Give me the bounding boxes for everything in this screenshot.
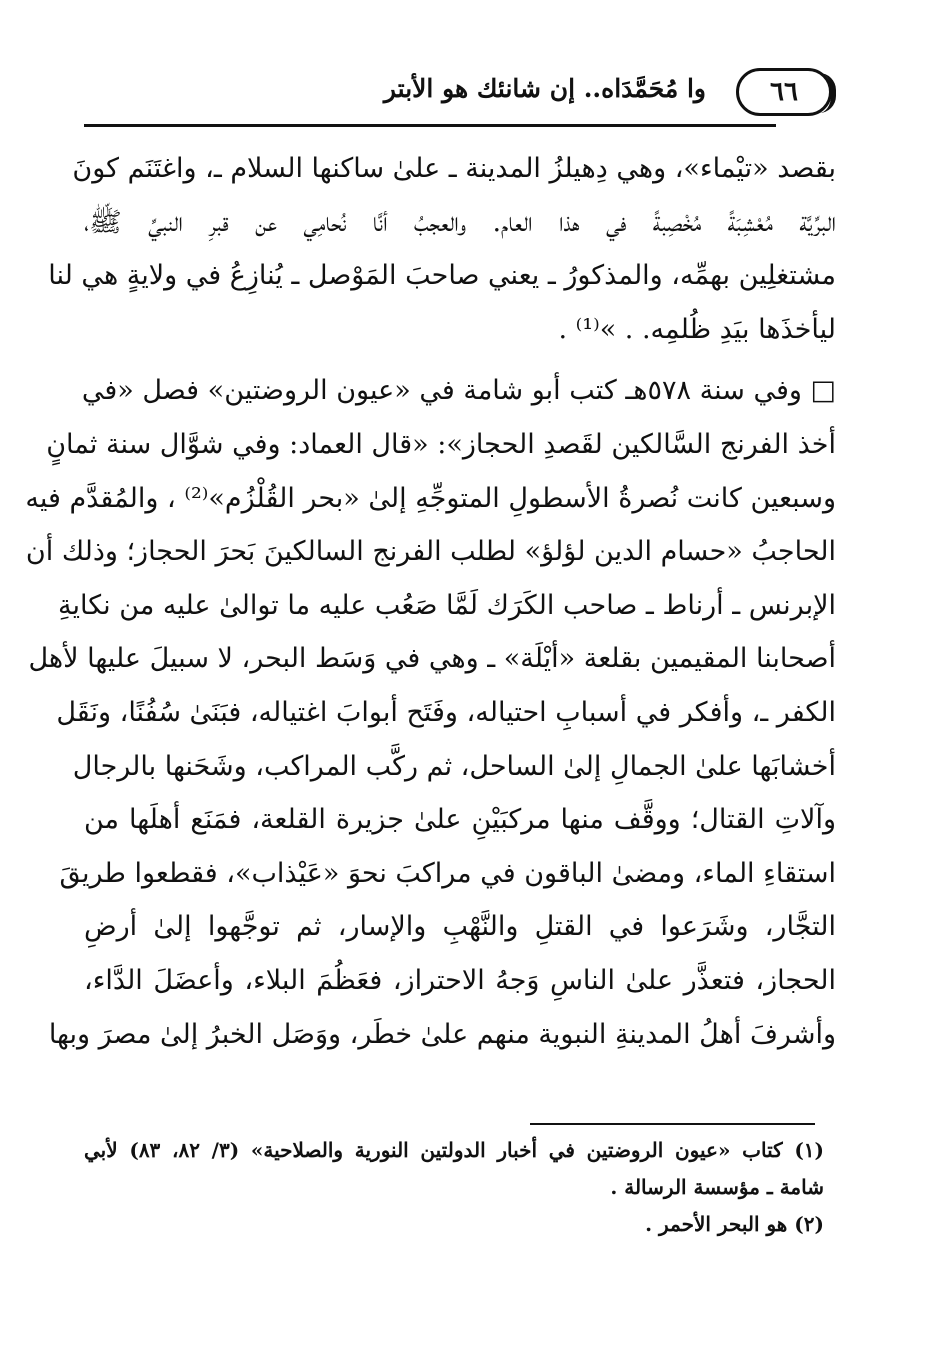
text-line: بقصد «تيْماء»، وهي دِهيلزُ المدينة ـ علىٰ ساكنها السلام ـ، واغتَنَم كونَ <box>72 153 836 184</box>
text-line: الكفر ـ، وأفكر في أسبابِ احتياله، وفَتَح أبوابَ اغتياله، فبَنَىٰ سُفُنًا، ونَقَل <box>56 696 836 728</box>
page-header <box>84 60 836 130</box>
text-line: البرِّيَّة مُعْشِبَةً مُخْصِبةً في هذا العام. والعجبُ أنَّا نُحامِي عن قبرِ النبيِّ ﷺ، <box>84 206 836 238</box>
paragraph-start-line: □ وفي سنة ٥٧٨هـ كتب أبو شامة في «عيون الروضتين» فصل «في <box>81 375 836 407</box>
footnote-divider <box>530 1123 815 1125</box>
text-line: مشتغلِين بهمِّه، والمذكورُ ـ يعني صاحبَ المَوْصل ـ يُنازِعُ في ولايةٍ هي لنا <box>48 260 836 292</box>
text-line: أصحابنا المقيمين بقلعة «أيْلَة» ـ وهي في وَسَط البحر، لا سبيلَ عليها لأهل <box>28 643 836 675</box>
text-line: ليأخذَها بيَدِ ظُلمِه. . »⁽¹⁾ . <box>558 313 836 345</box>
text-line: أخذ الفرنج السَّالكين لقَصدِ الحجاز»: «قال العماد: وفي شوَّال سنة ثمانٍ <box>46 428 836 460</box>
footnote-1: (١) كتاب «عيون الروضتين في أخبار الدولتين النورية والصلاحية» (٣/ ٨٢، ٨٣) لأبي <box>84 1138 825 1162</box>
text-line: التجَّار، وشَرَعوا في القتلِ والنَّهْبِ والإسار، ثم توجَّهوا إلىٰ أرضِ <box>84 911 836 943</box>
text-line: وسبعين كانت نُصرةُ الأسطولِ المتوجِّهِ إلىٰ «بحر القُلْزُم»⁽²⁾ ، والمُقدَّم فيه <box>25 482 836 514</box>
footnote-1-continued: شامة ـ مؤسسة الرسالة . <box>610 1175 824 1199</box>
page-number-badge <box>736 68 832 116</box>
main-text <box>25 142 836 1061</box>
text-line: استقاءِ الماء، ومضىٰ الباقون في مراكبَ نحوَ «عَيْذاب»، فقطعوا طريقَ <box>59 857 836 889</box>
text-line: وأشرفَ أهلُ المدينةِ النبوية منهم علىٰ خطَر، ووَصَل الخبرُ إلىٰ مصرَ وبها <box>48 1018 836 1050</box>
text-line: أخشابَها علىٰ الجمالِ إلىٰ الساحل، ثم ركَّب المراكب، وشَحَنها بالرجال <box>72 750 836 782</box>
text-line: وآلاتِ القتال؛ ووقَّف منها مركبَيْنِ علىٰ جزيرة القلعة، فمَنَع أهلَها من <box>84 804 836 836</box>
footnote-2: (٢) هو البحر الأحمر . <box>645 1212 824 1236</box>
header-divider <box>84 124 776 127</box>
running-title: وا مُحَمَّدَاه.. إن شانئك هو الأبتر <box>383 74 706 103</box>
text-line: الإبرنس ـ أرناط ـ صاحب الكَرَك لَمَّا صَعُب عليه ما توالىٰ عليه من نكايةِ <box>58 589 836 621</box>
footnotes <box>84 1132 824 1243</box>
text-line: الحجاز، فتعذَّر علىٰ الناسِ وَجهُ الاحتراز، فعَظُمَ البلاء، وأعضَلَ الدَّاء، <box>84 964 836 996</box>
page-number: ٦٦ <box>770 77 798 107</box>
text-line: الحاجبُ «حسام الدين لؤلؤ» لطلب الفرنج السالكينَ بَحرَ الحجاز؛ وذلك أن <box>25 536 836 568</box>
